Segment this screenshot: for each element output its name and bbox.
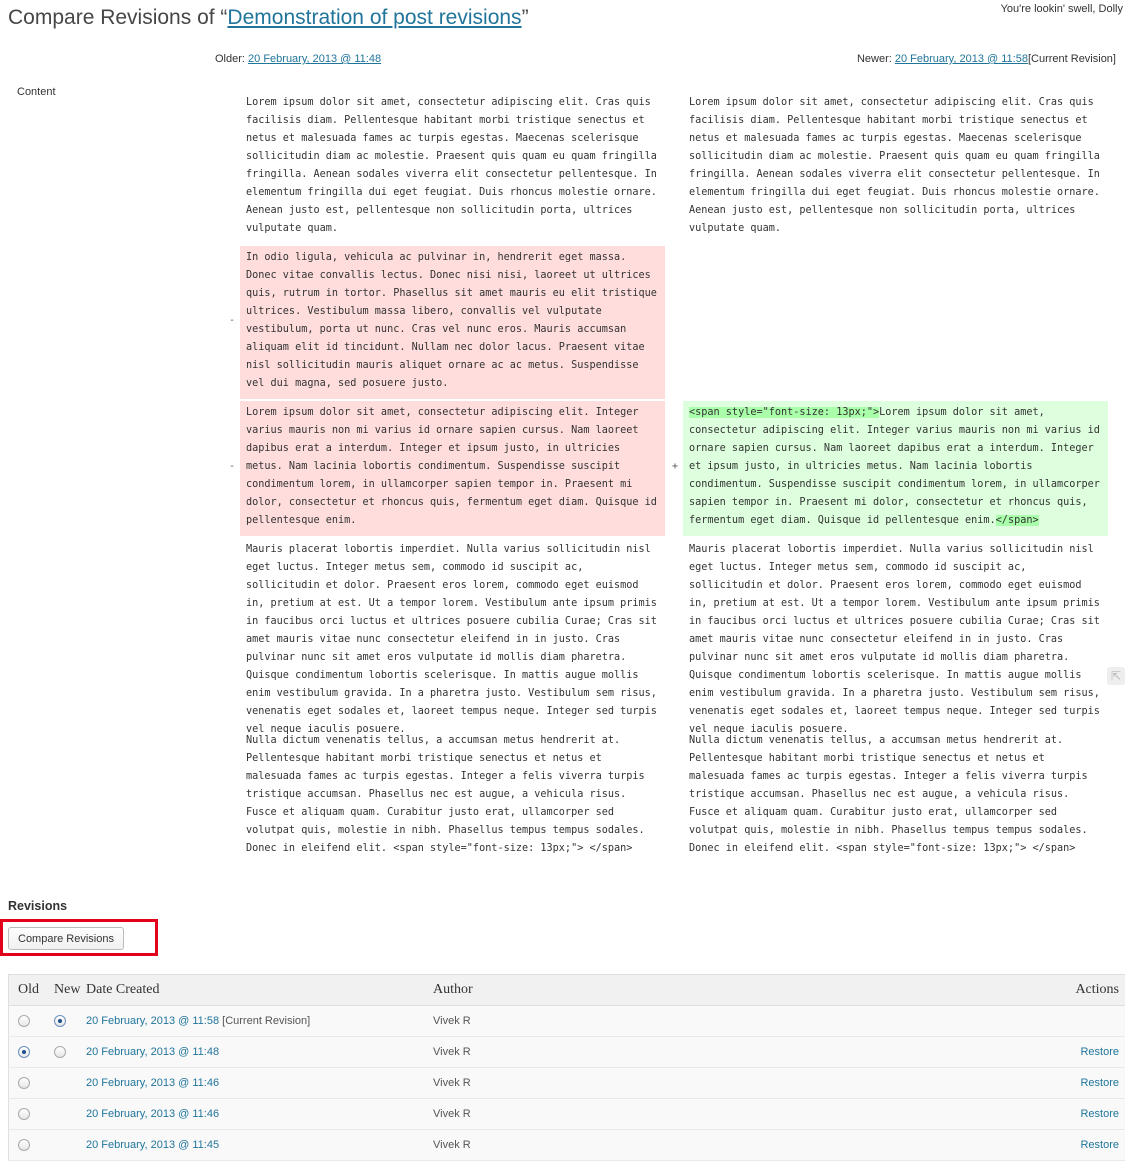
column-header-old: Old	[9, 975, 55, 1006]
diff-context-left: Lorem ipsum dolor sit amet, consectetur adipiscing elit. Cras quis facilisis diam. Pellentesque habitant morbi tristique senectus et netus et malesuada fames ac turpis egestas. Maecenas scelerisque sollicitudin diam ac molestie. Praesent quis quam eu quam fringilla fringilla. Aenean sodales viverra elit consectetur pellentesque. In elementum fringilla dui eget feugiat. Duis rhoncus molestie ornare. Aenean justo est, pellentesque non sollicitudin porta, ultrices vulputate quam.	[246, 97, 657, 234]
revision-date-link[interactable]: 20 February, 2013 @ 11:46	[86, 1077, 220, 1089]
revision-author: Vivek R	[433, 1068, 1033, 1099]
table-row	[9, 1099, 1125, 1130]
table-row	[9, 1037, 1125, 1068]
column-header-new: New	[54, 975, 86, 1006]
diff-context-left: Nulla dictum venenatis tellus, a accumsan metus hendrerit at. Pellentesque habitant morbi tristique senectus et netus et malesuada fames ac turpis egestas. Integer a felis viverra turpis tristique accumsan. Phasellus nec est augue, a vehicula risus. Fusce et aliquam quam. Curabitur justo erat, ullamcorper sed volutpat quis, molestie in nibh. Phasellus tempus tempus sodales. Donec in eleifend elit. <span style="font-size: 13px;"> </span>	[246, 735, 645, 854]
revisions-table	[8, 974, 1125, 1161]
old-revision-radio[interactable]	[18, 1108, 30, 1120]
column-header-author: Author	[433, 975, 1033, 1006]
old-revision-radio[interactable]	[18, 1046, 30, 1058]
diff-context-right: Mauris placerat lobortis imperdiet. Nulla varius sollicitudin nisl eget luctus. Integer metus sem, commodo id suscipit ac, sollicitudin et dolor. Praesent eros lorem, commodo eget euismod in, pretium at est. Ut a tempor lorem. Vestibulum ante ipsum primis in faucibus orci luctus et ultrices posuere cubilia Curae; Cras sit amet mauris vitae nunc consectetur eleifend in in justo. Cras pulvinar nunc sit amet eros vulputate id mollis diam pharetra. Quisque condimentum lobortis scelerisque. In mattis augue mollis enim vestibulum gravida. In a pharetra justo. Vestibulum sem risus, venenatis eget sodales et, laoreet tempus neque. Integer sed turpis vel neque iaculis posuere.	[689, 544, 1100, 735]
revision-date-link[interactable]: 20 February, 2013 @ 11:48	[86, 1046, 220, 1058]
revision-author: Vivek R	[433, 1037, 1033, 1068]
restore-link[interactable]: Restore	[1080, 1139, 1119, 1151]
diff-deleted-line: In odio ligula, vehicula ac pulvinar in, hendrerit eget massa. Donec vitae convallis lectus. Donec nisi nisi, laoreet ut ultrices quis, rutrum in tortor. Phasellus sit amet mauris eu elit tristique ultrices. Vestibulum massa libero, convallis vel vulputate vestibulum, porta ut nunc. Cras vel nunc eros. Mauris accumsan aliquam elit id tincidunt. Nullam nec dolor lacus. Praesent vitae nisl sollicitudin mauris aliquet ornare ac ac metus. Suspendisse vel dui magna, sed posuere justo.	[240, 246, 665, 399]
column-header-date: Date Created	[86, 975, 433, 1006]
compare-revisions-button[interactable]: Compare Revisions	[8, 927, 124, 950]
older-revision-header	[215, 53, 381, 65]
restore-link[interactable]: Restore	[1080, 1108, 1119, 1120]
revision-date-link[interactable]: 20 February, 2013 @ 11:46	[86, 1108, 220, 1120]
diff-context-left: Mauris placerat lobortis imperdiet. Nulla varius sollicitudin nisl eget luctus. Integer metus sem, commodo id suscipit ac, sollicitudin et dolor. Praesent eros lorem, commodo eget euismod in, pretium at est. Ut a tempor lorem. Vestibulum ante ipsum primis in faucibus orci luctus et ultrices posuere cubilia Curae; Cras sit amet mauris vitae nunc consectetur eleifend in in justo. Cras pulvinar nunc sit amet eros vulputate id mollis diam pharetra. Quisque condimentum lobortis scelerisque. In mattis augue mollis enim vestibulum gravida. In a pharetra justo. Vestibulum sem risus, venenatis eget sodales et, laoreet tempus neque. Integer sed turpis vel neque iaculis posuere.	[246, 544, 657, 735]
restore-link[interactable]: Restore	[1080, 1046, 1119, 1058]
revisions-heading: Revisions	[8, 899, 68, 913]
table-row	[9, 1068, 1125, 1099]
newer-revision-link[interactable]: 20 February, 2013 @ 11:58	[894, 53, 1028, 65]
restore-link[interactable]: Restore	[1080, 1077, 1119, 1089]
revision-author: Vivek R	[433, 1006, 1033, 1037]
diff-deleted-marker: -	[229, 461, 236, 472]
diff-deleted-marker: -	[229, 315, 236, 326]
diff-context-right: Lorem ipsum dolor sit amet, consectetur adipiscing elit. Cras quis facilisis diam. Pellentesque habitant morbi tristique senectus et netus et malesuada fames ac turpis egestas. Maecenas scelerisque sollicitudin diam ac molestie. Praesent quis quam eu quam fringilla fringilla. Aenean sodales viverra elit consectetur pellentesque. In elementum fringilla dui eget feugiat. Duis rhoncus molestie ornare. Aenean justo est, pellentesque non sollicitudin porta, ultrices vulputate quam.	[689, 97, 1100, 234]
table-row	[9, 1006, 1125, 1037]
current-revision-tag: [Current Revision]	[222, 1015, 311, 1027]
page-title-prefix: Compare Revisions of “	[8, 6, 228, 29]
revision-author: Vivek R	[433, 1130, 1033, 1161]
older-label: Older:	[215, 53, 245, 65]
content-field-label: Content	[17, 86, 56, 98]
new-revision-radio[interactable]	[54, 1015, 66, 1027]
older-revision-link[interactable]: 20 February, 2013 @ 11:48	[248, 53, 382, 65]
new-revision-radio[interactable]	[54, 1046, 66, 1058]
diff-deleted-line: Lorem ipsum dolor sit amet, consectetur adipiscing elit. Integer varius mauris non mi varius id ornare sapien cursus. Nam laoreet dapibus erat a interdum. Integer et ipsum justo, in ultricies metus. Nam lacinia lobortis condimentum. Suspendisse suscipit condimentum lorem, in ullamcorper sapien tempor in. Praesent mi dolor, consectetur et rhoncus quis, fermentum eget diam. Quisque id pellentesque enim.	[240, 401, 665, 536]
share-icon[interactable]: ⇱	[1107, 667, 1125, 685]
old-revision-radio[interactable]	[18, 1139, 30, 1151]
old-revision-radio[interactable]	[18, 1077, 30, 1089]
current-revision-tag: [Current Revision]	[1027, 53, 1116, 65]
newer-label: Newer:	[856, 53, 892, 65]
diff-added-text: Lorem ipsum dolor sit amet, consectetur adipiscing elit. Integer varius mauris non mi varius id ornare sapien cursus. Nam laoreet dapibus erat a interdum. Integer et ipsum justo, in ultricies metus. Nam lacinia lobortis condimentum. Suspendisse suscipit condimentum lorem, in ullamcorper sapien tempor in. Praesent mi dolor, consectetur et rhoncus quis, fermentum eget diam. Quisque id pellentesque enim.	[689, 407, 1100, 526]
old-revision-radio[interactable]	[18, 1015, 30, 1027]
revision-author: Vivek R	[433, 1099, 1033, 1130]
revisions-table-header	[9, 975, 1125, 1006]
diff-inserted-tag: <span style="font-size: 13px;">	[689, 407, 880, 418]
table-row	[9, 1130, 1125, 1161]
page-title	[8, 6, 529, 30]
diff-context-right: Nulla dictum venenatis tellus, a accumsan metus hendrerit at. Pellentesque habitant morbi tristique senectus et netus et malesuada fames ac turpis egestas. Integer a felis viverra turpis tristique accumsan. Phasellus nec est augue, a vehicula risus. Fusce et aliquam quam. Curabitur justo erat, ullamcorper sed volutpat quis, molestie in nibh. Phasellus tempus tempus sodales. Donec in eleifend elit. <span style="font-size: 13px;"> </span>	[689, 735, 1088, 854]
revision-date-link[interactable]: 20 February, 2013 @ 11:58	[86, 1015, 220, 1027]
page-title-suffix: ”	[521, 6, 529, 29]
column-header-actions: Actions	[1033, 975, 1125, 1006]
diff-added-marker: +	[672, 461, 679, 472]
diff-added-line	[683, 401, 1108, 536]
revision-date-link[interactable]: 20 February, 2013 @ 11:45	[86, 1139, 220, 1151]
post-title-link[interactable]: Demonstration of post revisions	[227, 6, 522, 29]
hello-dolly-greeting: You're lookin' swell, Dolly	[1000, 3, 1123, 15]
diff-inserted-tag: </span>	[995, 515, 1039, 526]
newer-revision-header	[857, 53, 1116, 65]
